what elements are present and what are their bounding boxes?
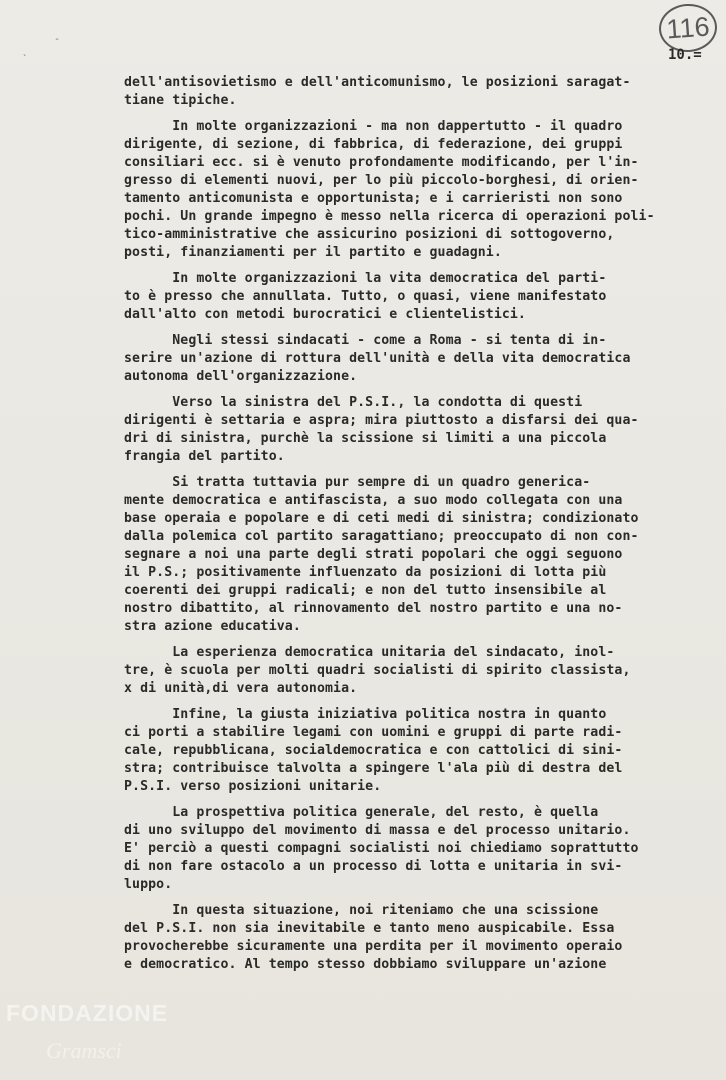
text-line: tiane tipiche. [124, 93, 237, 108]
paragraph [124, 644, 714, 698]
text-line: dirigente, di sezione, di fabbrica, di federazione, dei gruppi [124, 137, 623, 152]
margin-mark: - [54, 34, 61, 45]
watermark-logo-script: Gramsci [46, 1038, 122, 1063]
text-line: dell'antisovietismo e dell'anticomunismo, le posizioni saragat- [124, 75, 631, 90]
text-line: di non fare ostacolo a un processo di lotta e unitaria in svi- [124, 859, 623, 874]
paragraph-gap [124, 262, 714, 270]
paragraph [124, 332, 714, 386]
paragraph-gap [124, 894, 714, 902]
typewritten-text [124, 74, 714, 974]
text-line: to è presso che annullata. Tutto, o quasi, viene manifestato [124, 289, 607, 304]
text-line: tre, è scuola per molti quadri socialisti di spirito classista, [124, 663, 631, 678]
text-line: La esperienza democratica unitaria del sindacato, inol- [124, 645, 615, 660]
text-line: di uno sviluppo del movimento di massa e del processo unitario. [124, 823, 631, 838]
paragraph-gap [124, 110, 714, 118]
text-line: Verso la sinistra del P.S.I., la condotta di questi [124, 395, 583, 410]
text-line: del P.S.I. non sia inevitabile e tanto meno auspicabile. Essa [124, 921, 615, 936]
text-line: consiliari ecc. si è venuto profondamente modificando, per l'in- [124, 155, 639, 170]
text-line: provocherebbe sicuramente una perdita per il movimento operaio [124, 939, 623, 954]
text-line: Infine, la giusta iniziativa politica nostra in quanto [124, 707, 607, 722]
text-line: luppo. [124, 877, 173, 892]
text-line: stra azione educativa. [124, 619, 301, 634]
text-line: coerenti dei gruppi radicali; e non del tutto insensibile al [124, 583, 607, 598]
text-line: ci porti a stabilire legami con uomini e gruppi di parte radi- [124, 725, 623, 740]
paragraph [124, 902, 714, 974]
text-line: il P.S.; positivamente influenzato da posizioni di lotta più [124, 565, 607, 580]
paragraph-gap [124, 698, 714, 706]
text-line: nostro dibattito, al rinnovamento del nostro partito e una no- [124, 601, 623, 616]
page-number: 10.= [668, 47, 702, 63]
paragraph-gap [124, 636, 714, 644]
text-line: Si tratta tuttavia pur sempre di un quadro generica- [124, 475, 591, 490]
text-line: mente democratica e antifascista, a suo modo collegata con una [124, 493, 623, 508]
paragraph [124, 394, 714, 466]
text-line: cale, repubblicana, socialdemocratica e con cattolici di sini- [124, 743, 623, 758]
paragraph-gap [124, 466, 714, 474]
text-line: serire un'azione di rottura dell'unità e della vita democratica [124, 351, 631, 366]
paragraph-gap [124, 386, 714, 394]
text-line: dalla polemica col partito saragattiano; preoccupato di non con- [124, 529, 639, 544]
text-line: pochi. Un grande impegno è messo nella ricerca di operazioni poli- [124, 209, 655, 224]
paragraph [124, 706, 714, 796]
paragraph [124, 74, 714, 110]
text-line: In questa situazione, noi riteniamo che una scissione [124, 903, 599, 918]
text-line: tico-amministrative che assicurino posizioni di sottogoverno, [124, 227, 615, 242]
text-line: La prospettiva politica generale, del resto, è quella [124, 805, 599, 820]
stamp-number: 116 [665, 11, 711, 44]
text-line: autonoma dell'organizzazione. [124, 369, 358, 384]
paragraph-gap [124, 796, 714, 804]
text-line: posti, finanziamenti per il partito e guadagni. [124, 245, 502, 260]
text-line: dri di sinistra, purchè la scissione si limiti a una piccola [124, 431, 607, 446]
text-line: segnare a noi una parte degli strati popolari che oggi seguono [124, 547, 623, 562]
text-line: stra; contribuisce talvolta a spingere l'ala più di destra del [124, 761, 623, 776]
text-line: P.S.I. verso posizioni unitarie. [124, 779, 382, 794]
paragraph [124, 804, 714, 894]
text-line: base operaia e popolare e di ceti medi di sinistra; condizionato [124, 511, 639, 526]
text-line: Negli stessi sindacati - come a Roma - si tenta di in- [124, 333, 607, 348]
text-line: dall'alto con metodi burocratici e clientelistici. [124, 307, 526, 322]
text-line: e democratico. Al tempo stesso dobbiamo sviluppare un'azione [124, 957, 607, 972]
text-line: x di unità,di vera autonomia. [124, 681, 358, 696]
text-line: gresso di elementi nuovi, per lo più piccolo-borghesi, di orien- [124, 173, 639, 188]
paragraph [124, 118, 714, 262]
watermark-logo: FONDAZIONE [6, 1000, 169, 1026]
paragraph [124, 270, 714, 324]
text-line: E' perciò a questi compagni socialisti noi chiediamo soprattutto [124, 841, 639, 856]
margin-mark: ` [22, 54, 29, 65]
text-line: dirigenti è settaria e aspra; mira piuttosto a disfarsi dei qua- [124, 413, 639, 428]
text-line: frangia del partito. [124, 449, 285, 464]
paragraph [124, 474, 714, 636]
text-line: In molte organizzazioni la vita democratica del parti- [124, 271, 607, 286]
text-line: In molte organizzazioni - ma non dappertutto - il quadro [124, 119, 623, 134]
paragraph-gap [124, 324, 714, 332]
text-line: tamento anticomunista e opportunista; e i carrieristi non sono [124, 191, 623, 206]
